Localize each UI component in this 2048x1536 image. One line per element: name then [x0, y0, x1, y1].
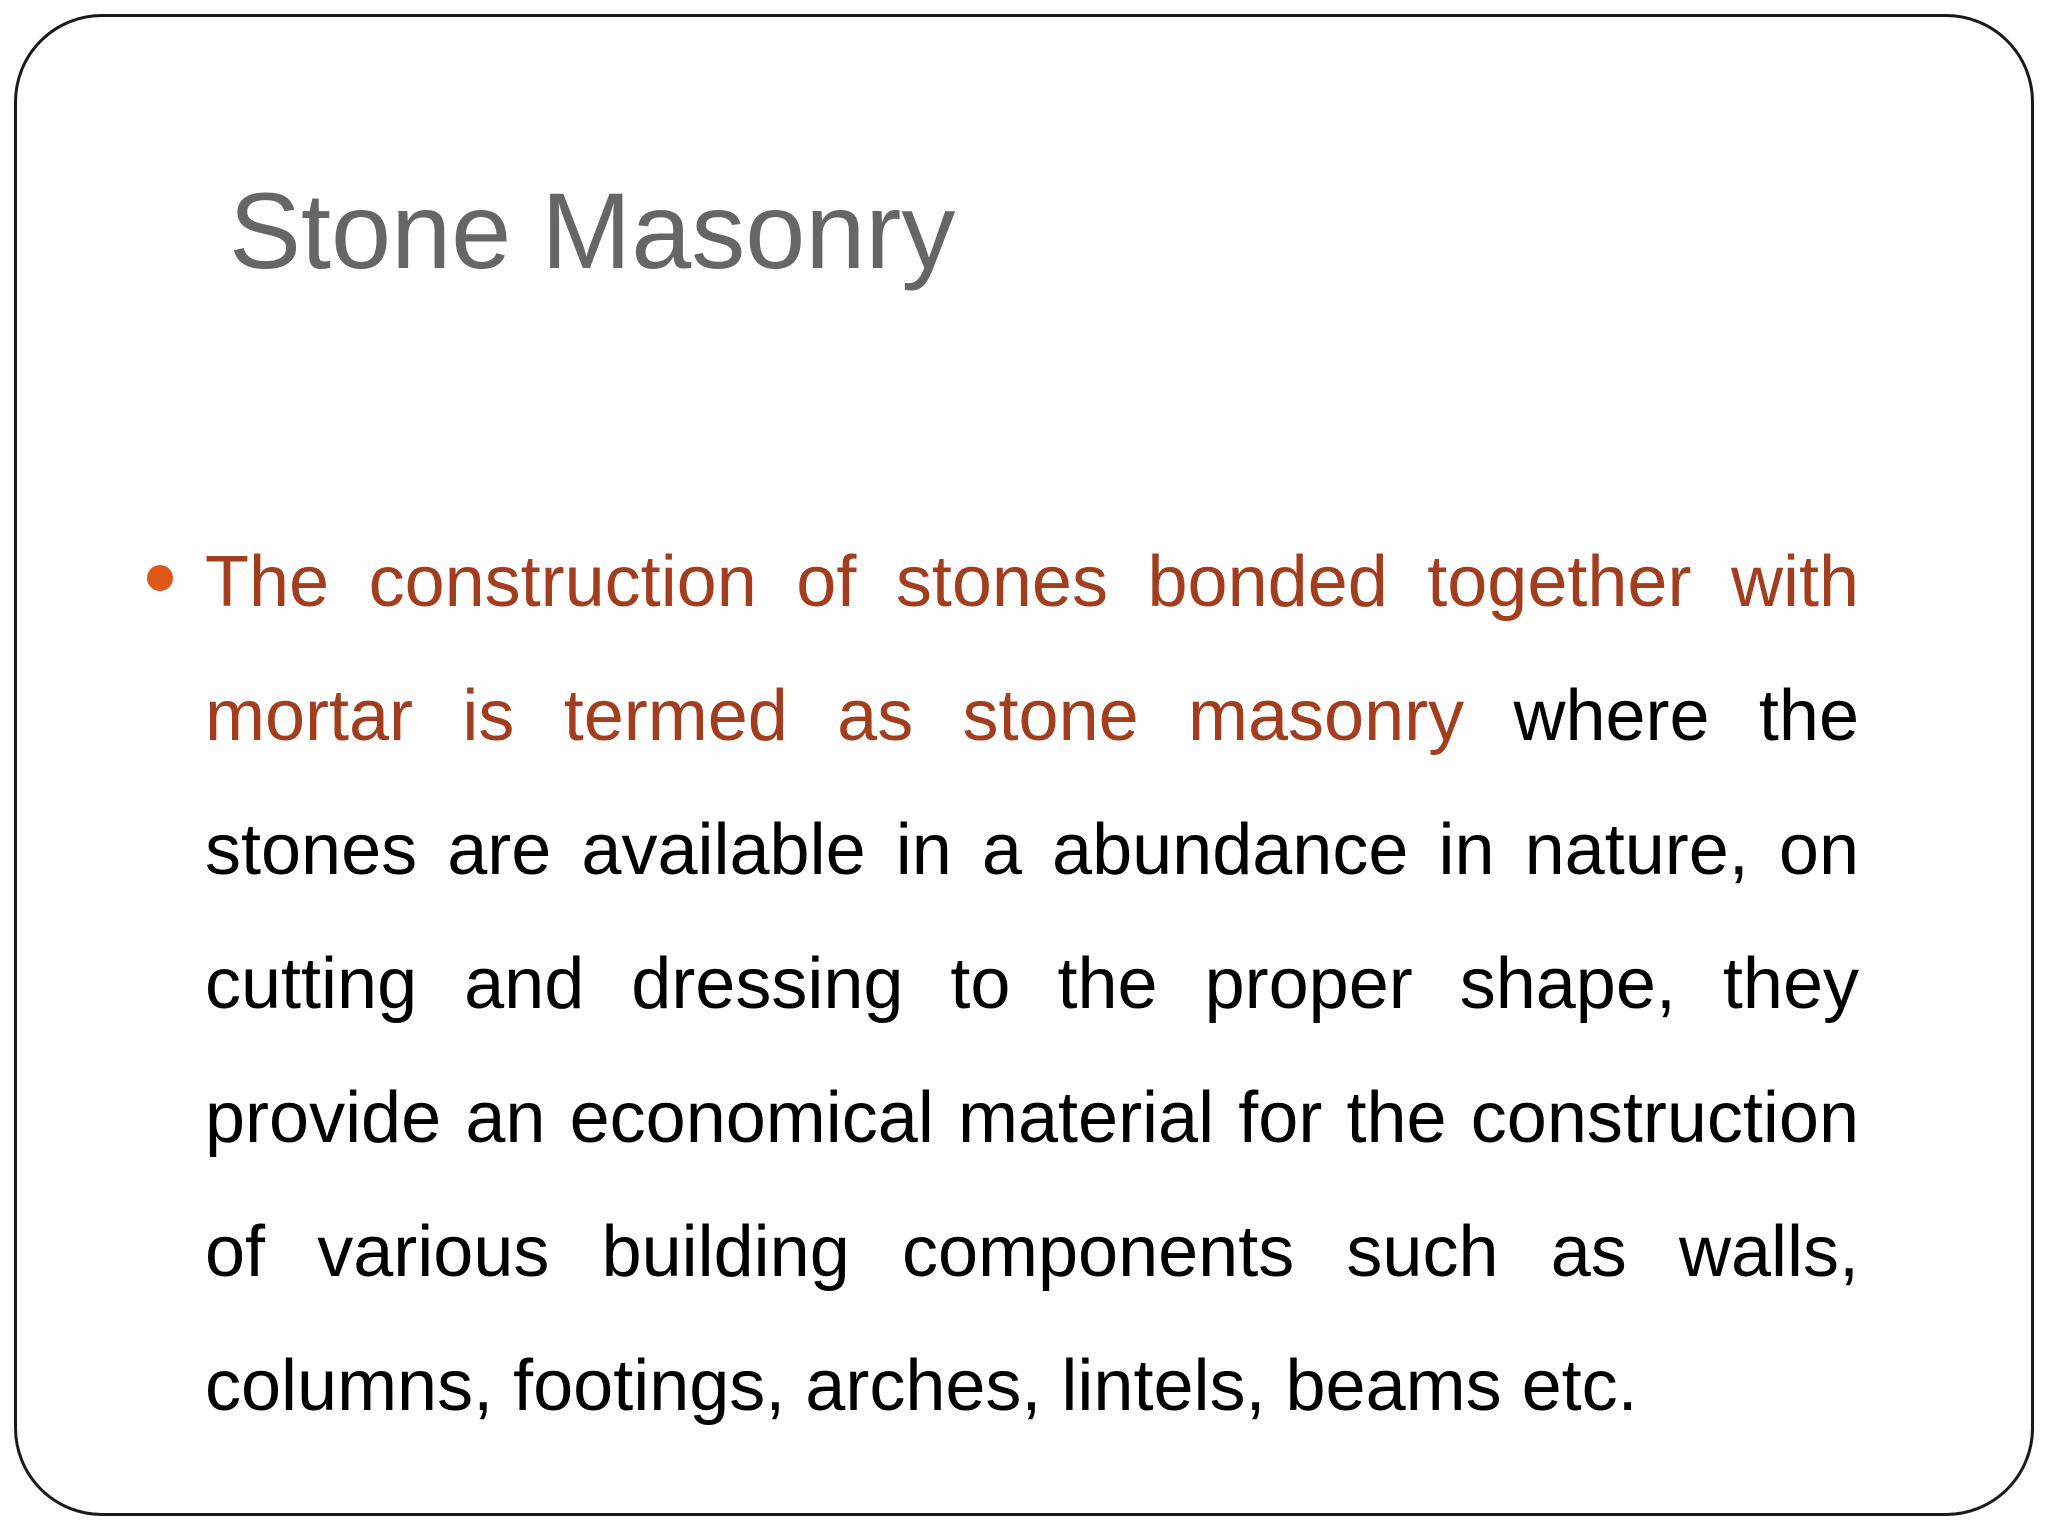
bullet-body-text: where the stones are available in a abundance in nature, on cutting and dressing to the proper shape, they provide an economical material for the construction of various building components such as walls, columns, footings, arches, lintels, beams etc.	[205, 676, 1859, 1426]
slide-frame	[14, 14, 2034, 1516]
slide-title: Stone Masonry	[229, 170, 956, 291]
bullet-highlighted-text: The construction of stones bonded together with mortar is termed as stone masonry	[205, 542, 1859, 756]
bullet-dot-icon	[147, 565, 173, 591]
bullet-paragraph	[205, 515, 1859, 1453]
